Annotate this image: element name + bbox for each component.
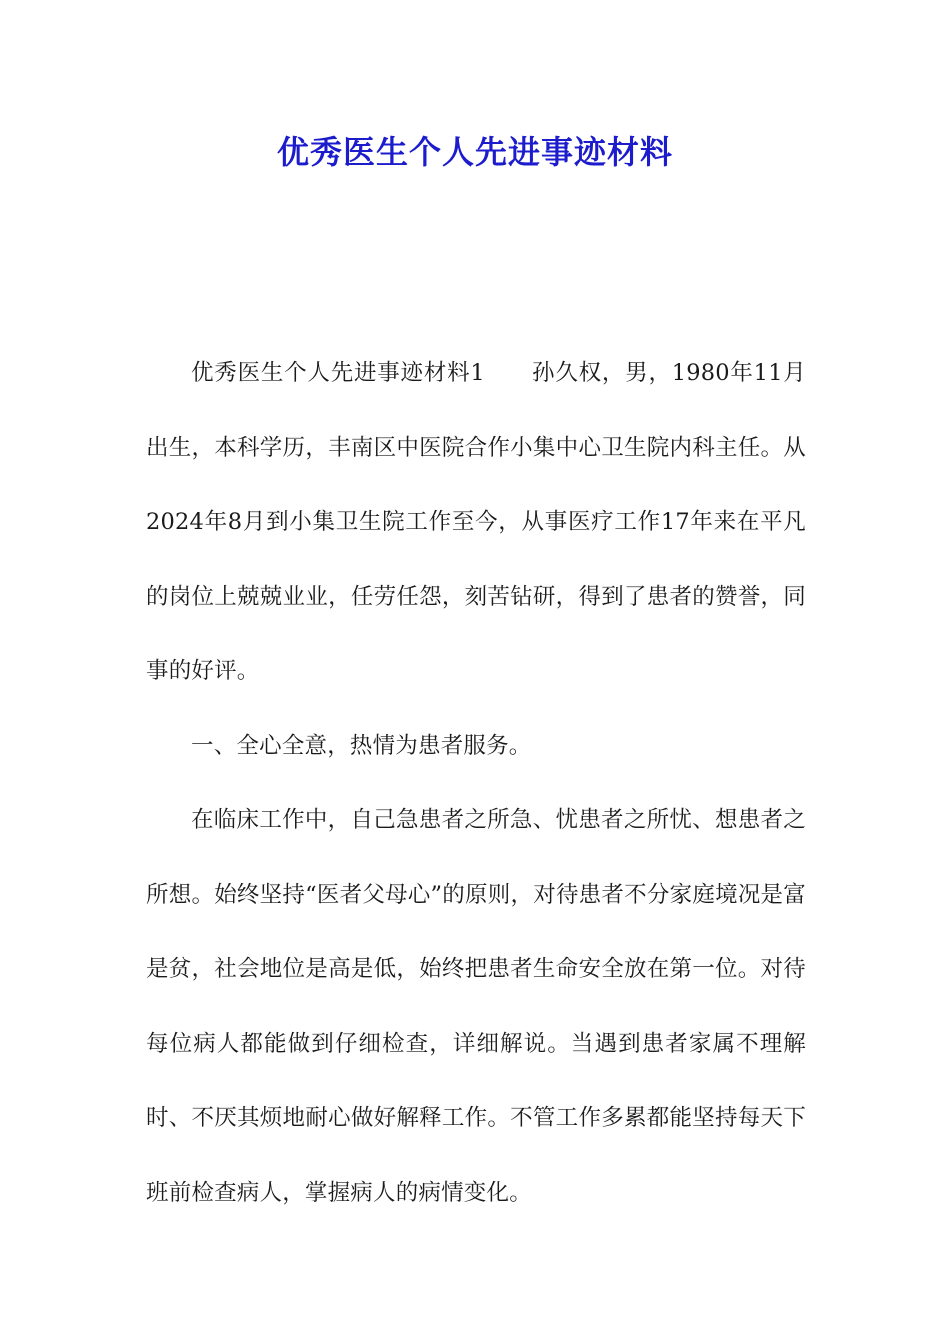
paragraph-clinical-work: 在临床工作中，自己急患者之所急、忧患者之所忧、想患者之所想。始终坚持“医者父母心”的原则，对待患者不分家庭境况是富是贫，社会地位是高是低，始终把患者生命安全放在第一位。对待每位病人都能做到仔细检查，详细解说。当遇到患者家属不理解时、不厌其烦地耐心做好解释工作。不管工作多累都能坚持每天下班前检查病人，掌握病人的病情变化。 xyxy=(146,807,806,1206)
paragraph-intro: 优秀医生个人先进事迹材料1 孙久权，男，1980年11月出生，本科学历，丰南区中医院合作小集中心卫生院内科主任。从2024年8月到小集卫生院工作至今，从事医疗工作17年来在平凡的岗位上兢兢业业，任劳任怨，刻苦钻研，得到了患者的赞誉，同事的好评。 xyxy=(146,360,806,684)
paragraph-section-heading: 一、全心全意，热情为患者服务。 xyxy=(191,732,532,759)
document-body xyxy=(146,336,806,1230)
document-title: 优秀医生个人先进事迹材料 xyxy=(276,133,673,171)
